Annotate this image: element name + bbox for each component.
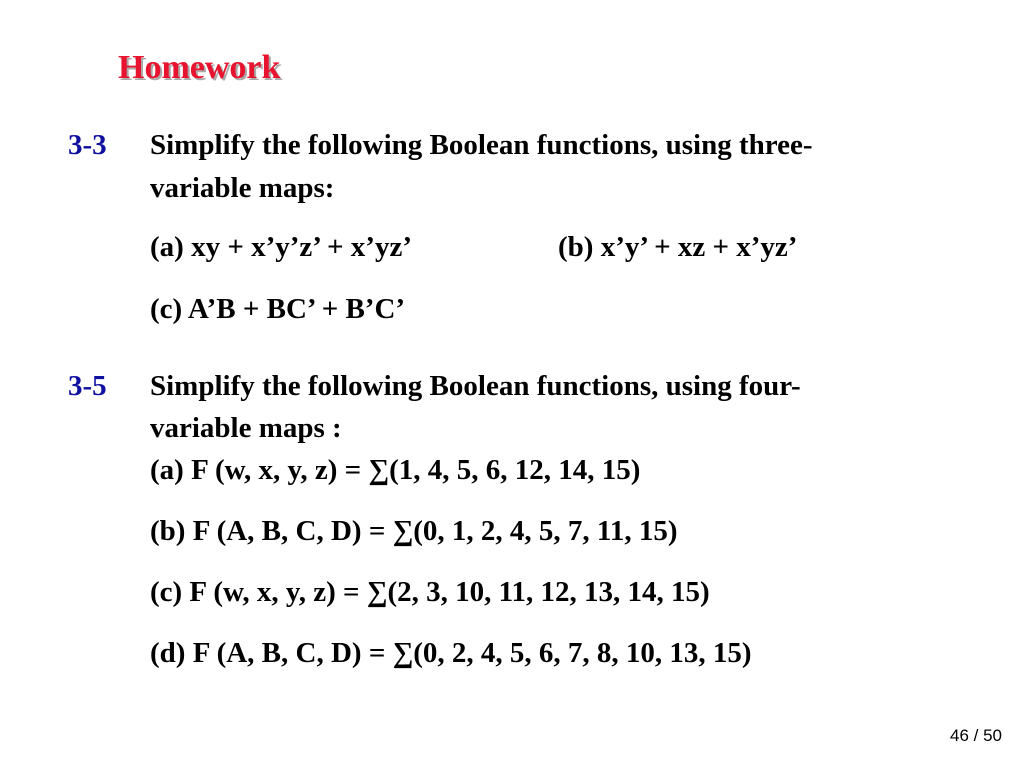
problem-part-a: (a) F (w, x, y, z) = ∑(1, 4, 5, 6, 12, 14, 15) [150, 454, 641, 486]
problem-part-c: (c) A’B + BC’ + B’C’ [150, 293, 406, 325]
problem-part-d: (d) F (A, B, C, D) = ∑(0, 2, 4, 5, 6, 7, 8, 10, 13, 15) [150, 637, 752, 669]
problem-number: 3-3 [68, 129, 107, 161]
problem-part-b: (b) x’y’ + xz + x’yz’ [558, 231, 798, 263]
slide-title: Homework [118, 49, 281, 86]
problem-statement-line: variable maps : [150, 412, 342, 444]
problem-part-c: (c) F (w, x, y, z) = ∑(2, 3, 10, 11, 12, 13, 14, 15) [150, 576, 710, 608]
problem-statement-line: Simplify the following Boolean functions, using three- [150, 129, 813, 161]
problem-statement-line: variable maps: [150, 172, 335, 204]
problem-part-b: (b) F (A, B, C, D) = ∑(0, 1, 2, 4, 5, 7, 11, 15) [150, 515, 678, 547]
problem-number: 3-5 [68, 370, 107, 402]
page-number: 46 / 50 [950, 726, 1002, 745]
problem-part-a: (a) xy + x’y’z’ + x’yz’ [150, 231, 412, 263]
problem-statement-line: Simplify the following Boolean functions, using four- [150, 370, 801, 402]
